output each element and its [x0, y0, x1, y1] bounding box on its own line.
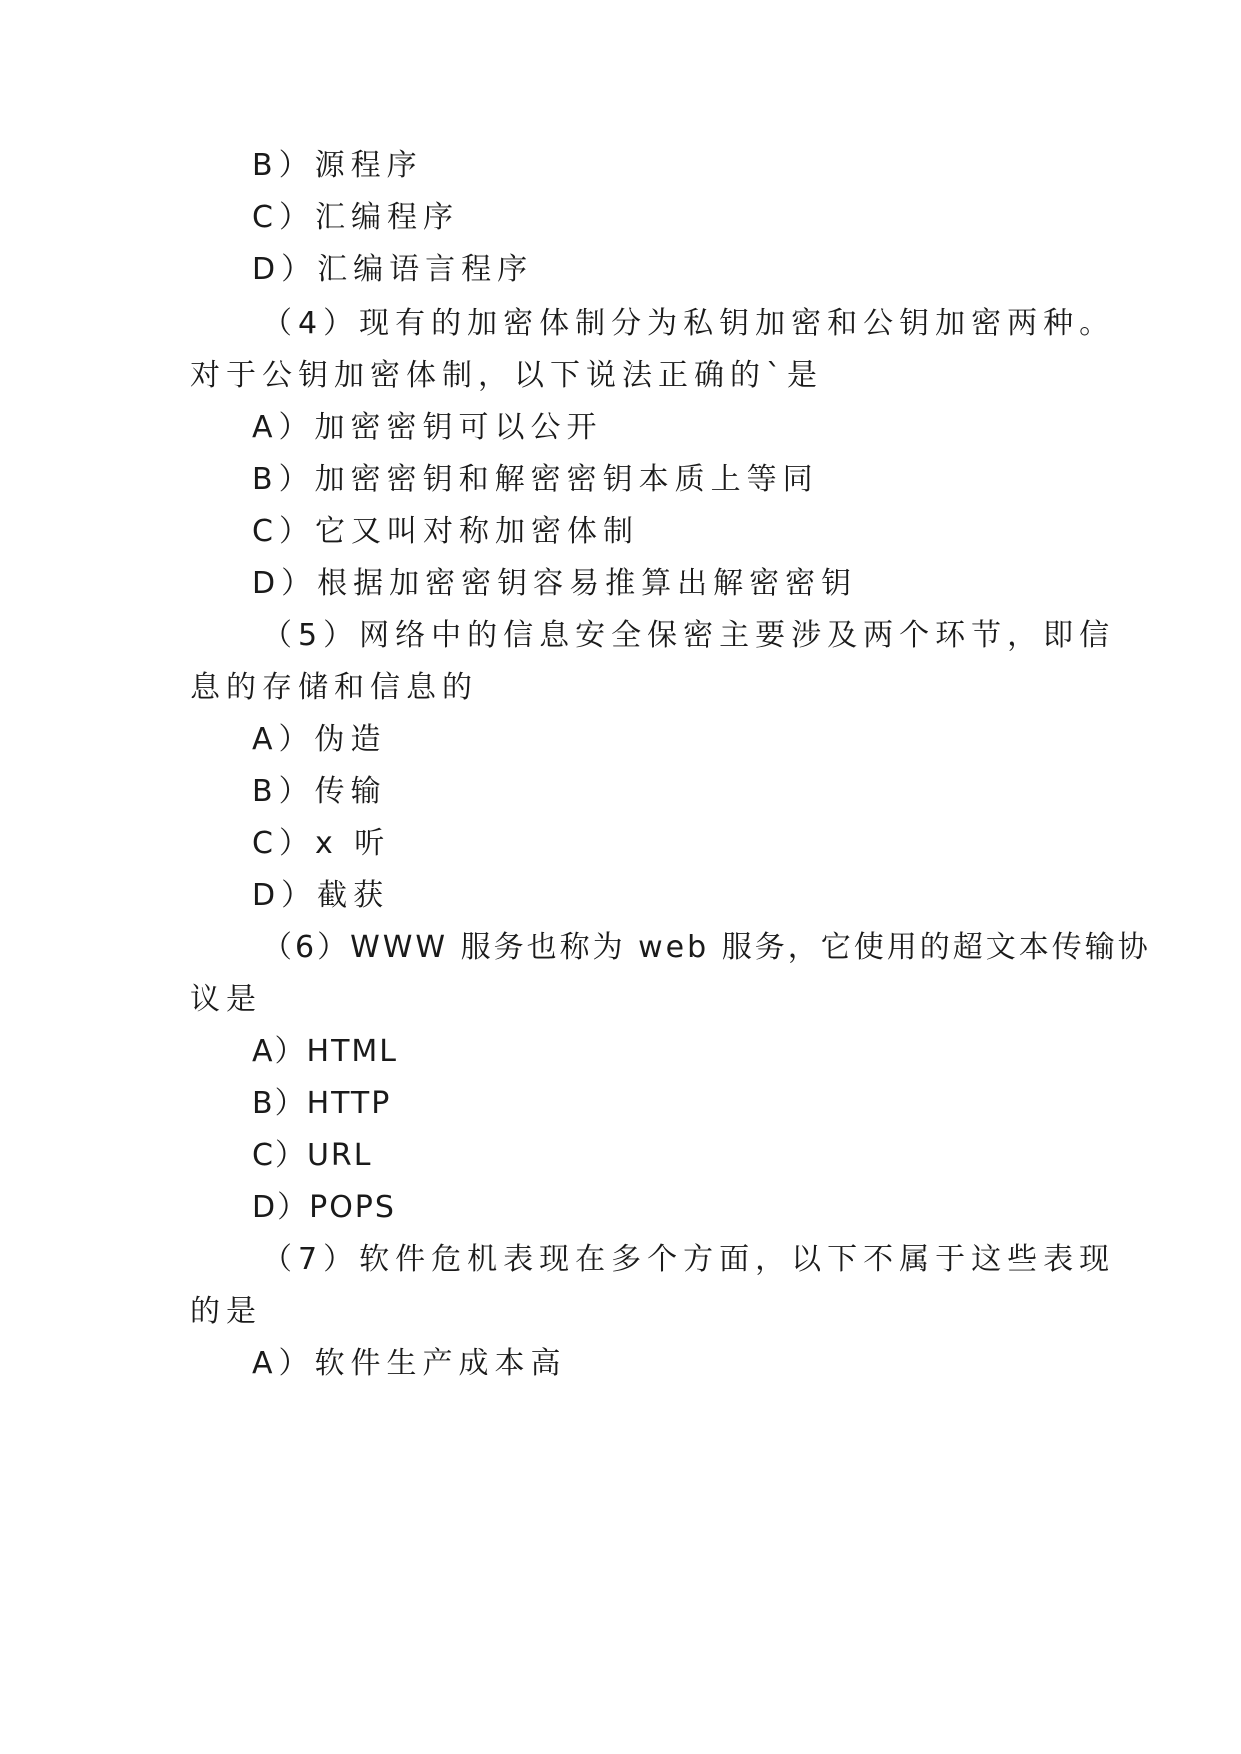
q7-stem-line2: 的是 — [190, 1294, 262, 1329]
q4-option-a: A）加密密钥可以公开 — [252, 410, 603, 445]
q4-option-b: B）加密密钥和解密密钥本质上等同 — [252, 462, 819, 497]
q3-option-d: D）汇编语言程序 — [252, 252, 534, 287]
q6-option-a: A）HTML — [252, 1034, 399, 1069]
q7-stem-line1: （7）软件危机表现在多个方面，以下不属于这些表现 — [262, 1242, 1116, 1277]
q6-option-b: B）HTTP — [252, 1086, 392, 1121]
q3-option-b: B）源程序 — [252, 148, 423, 183]
q4-option-c: C）它又叫对称加密体制 — [252, 514, 639, 549]
q5-stem-line2: 息的存储和信息的 — [190, 670, 478, 705]
q6-stem-line1: （6）WWW 服务也称为 web 服务，它使用的超文本传输协 — [262, 930, 1151, 965]
q5-option-a: A）伪造 — [252, 722, 387, 757]
q6-option-d: D）POPS — [252, 1190, 396, 1225]
q4-stem-line2: 对于公钥加密体制，以下说法正确的`是 — [190, 358, 823, 393]
q4-stem-line1: （4）现有的加密体制分为私钥加密和公钥加密两种。 — [262, 306, 1116, 341]
q5-stem-line1: （5）网络中的信息安全保密主要涉及两个环节，即信 — [262, 618, 1116, 653]
q4-option-d: D）根据加密密钥容易推算出解密密钥 — [252, 566, 858, 601]
q7-option-a: A）软件生产成本高 — [252, 1346, 567, 1381]
q5-option-b: B）传输 — [252, 774, 387, 809]
q5-option-d: D）截获 — [252, 878, 390, 913]
q6-option-c: C）URL — [252, 1138, 373, 1173]
q5-option-c: C）x 听 — [252, 826, 391, 861]
q6-stem-line2: 议是 — [190, 982, 262, 1017]
q3-option-c: C）汇编程序 — [252, 200, 459, 235]
